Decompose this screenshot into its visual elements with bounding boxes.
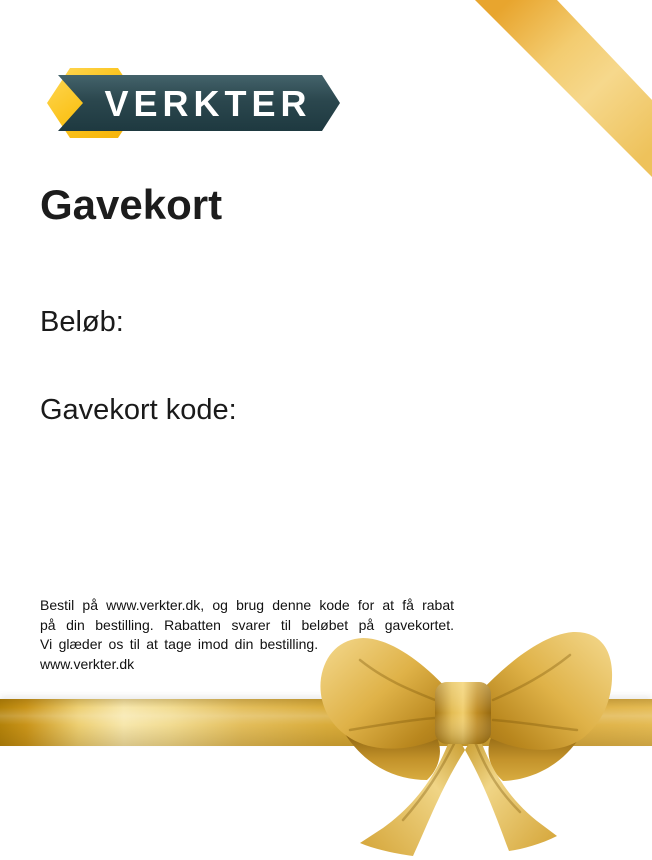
footer-website-url: www.verkter.dk: [40, 655, 135, 672]
logo-text: VERKTER: [104, 83, 312, 124]
footer-line-2: på din bestilling. Rabatten svarer til beløbet på gavekortet.: [40, 616, 454, 633]
amount-label: Beløb:: [40, 306, 124, 338]
footer-line-3: Vi glæder os til at tage imod din bestilling.: [40, 636, 319, 652]
corner-ribbon-decoration: [420, 0, 652, 232]
bow-left-loop: [320, 638, 454, 749]
bow-knot-shading: [435, 682, 491, 744]
footer-line-1: Bestil på www.verkter.dk, og brug denne kode for at få rabat: [40, 597, 454, 613]
page-title: Gavekort: [40, 181, 223, 228]
bow-right-loop: [476, 632, 612, 750]
giftcard-code-label: Gavekort kode:: [40, 394, 237, 426]
corner-ribbon-band: [475, 0, 652, 177]
gift-bow-decoration: [315, 630, 615, 860]
verkter-logo: [40, 60, 350, 145]
